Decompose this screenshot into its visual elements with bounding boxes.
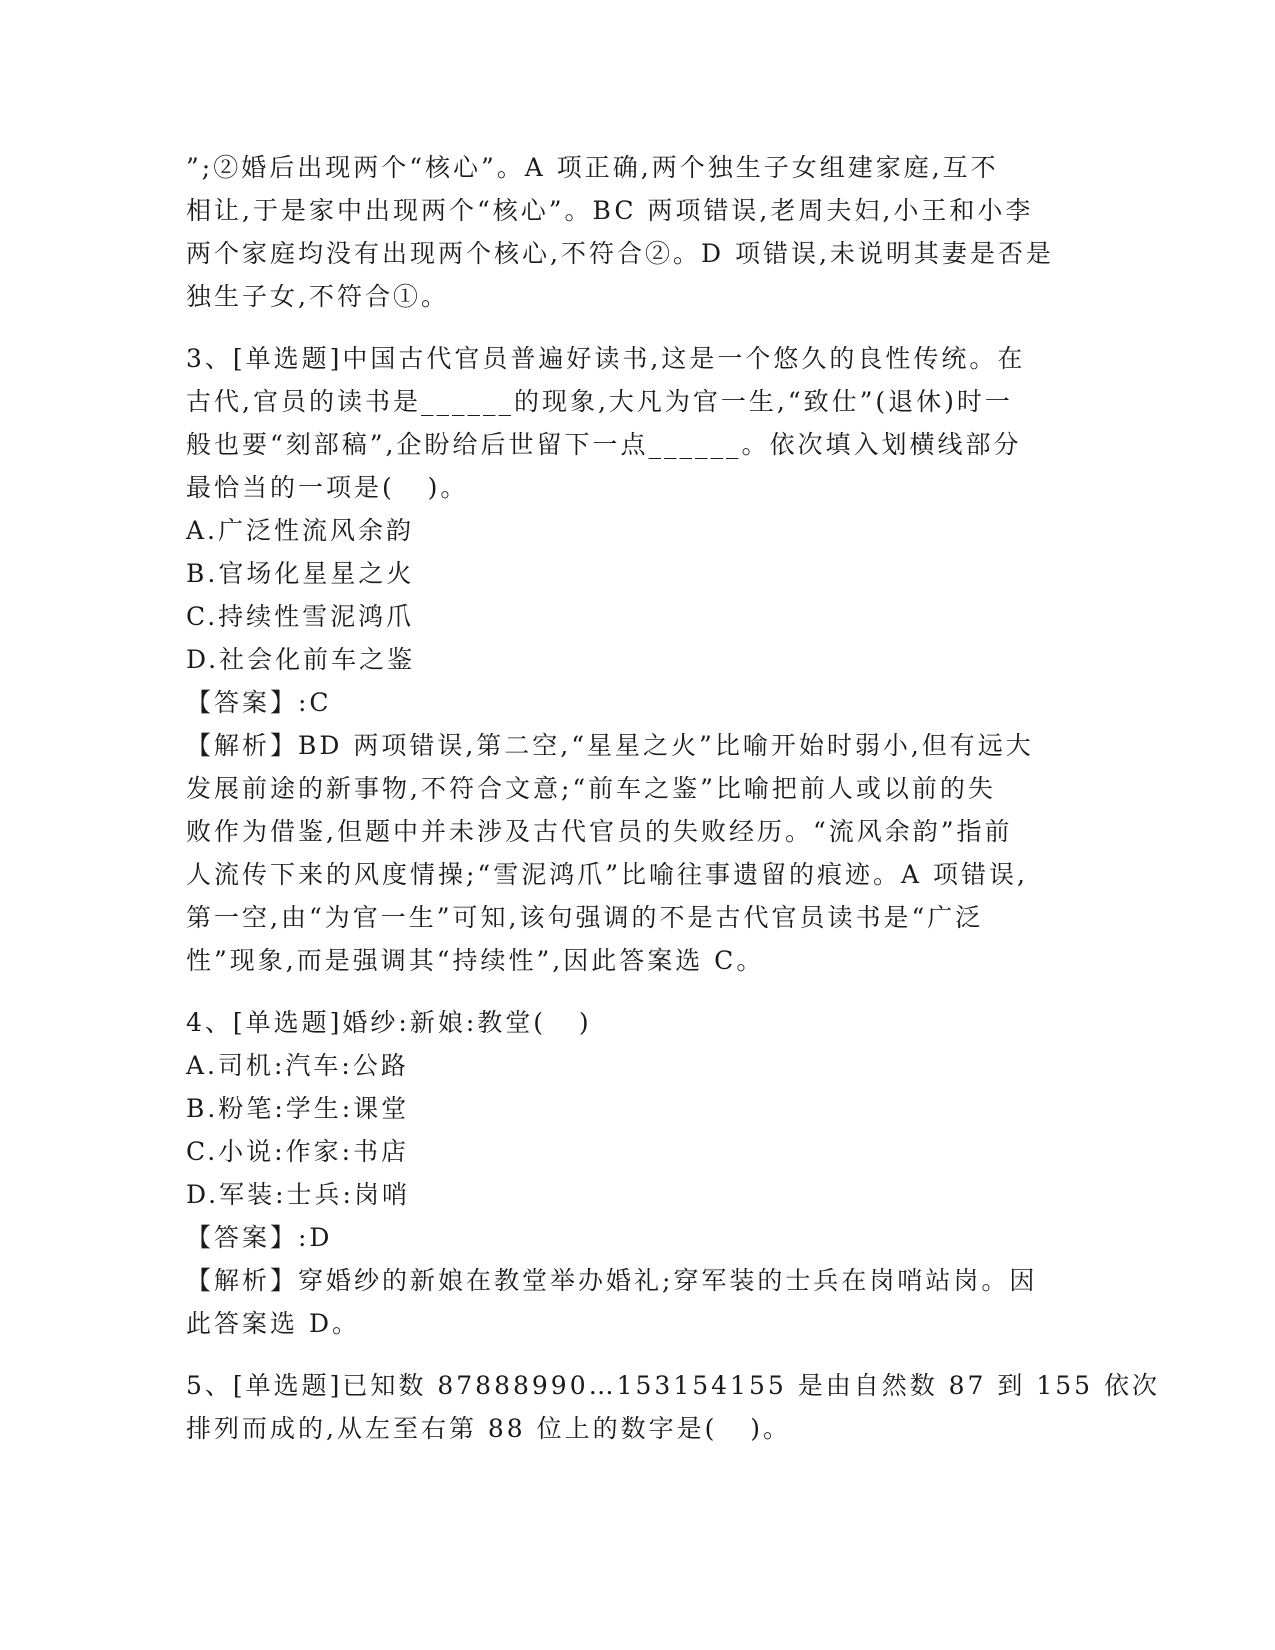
question-stem-line: 排列而成的,从左至右第 88 位上的数字是( )。	[186, 1414, 792, 1443]
option-c: C.小说:作家:书店	[186, 1137, 410, 1166]
analysis-line: 第一空,由“为官一生”可知,该句强调的不是古代官员读书是“广泛	[186, 903, 984, 932]
analysis-line: 发展前途的新事物,不符合文意;“前车之鉴”比喻把前人或以前的失	[186, 774, 996, 803]
question-stem-line: 最恰当的一项是( )。	[186, 473, 469, 502]
question-3	[186, 337, 1082, 982]
analysis-line: 此答案选 D。	[186, 1309, 360, 1338]
text-line: 两个家庭均没有出现两个核心,不符合②。D 项错误,未说明其妻是否是	[186, 239, 1054, 268]
question-stem-line: 般也要“刻部稿”,企盼给后世留下一点______。依次填入划横线部分	[186, 430, 1022, 459]
question-stem-line: 4、[单选题]婚纱:新娘:教堂( )	[186, 1008, 592, 1037]
option-a: A.司机:汽车:公路	[186, 1051, 409, 1080]
text-line: ”;②婚后出现两个“核心”。A 项正确,两个独生子女组建家庭,互不	[186, 153, 999, 182]
option-a: A.广泛性流风余韵	[186, 516, 415, 545]
question-stem-line: 5、[单选题]已知数 87888990…153154155 是由自然数 87 到 155 依次	[186, 1371, 1161, 1400]
analysis-line: 败作为借鉴,但题中并未涉及古代官员的失败经历。“流风余韵”指前	[186, 817, 1013, 846]
option-b: B.官场化星星之火	[186, 559, 415, 588]
option-b: B.粉笔:学生:课堂	[186, 1094, 410, 1123]
question-stem-line: 古代,官员的读书是______的现象,大凡为官一生,“致仕”(退休)时一	[186, 387, 1013, 416]
question-5	[186, 1364, 1161, 1450]
option-c: C.持续性雪泥鸿爪	[186, 602, 415, 631]
analysis-line: 人流传下来的风度情操;“雪泥鸿爪”比喻往事遗留的痕迹。A 项错误,	[186, 860, 1028, 889]
analysis-line: 【解析】BD 两项错误,第二空,“星星之火”比喻开始时弱小,但有远大	[186, 731, 1034, 760]
analysis-line: 性”现象,而是强调其“持续性”,因此答案选 C。	[186, 946, 765, 975]
text-line: 独生子女,不符合①。	[186, 282, 449, 311]
answer-line: 【答案】:D	[186, 1223, 333, 1252]
previous-analysis-continuation	[186, 146, 1082, 318]
answer-line: 【答案】:C	[186, 688, 332, 717]
analysis-line: 【解析】穿婚纱的新娘在教堂举办婚礼;穿军装的士兵在岗哨站岗。因	[186, 1266, 1038, 1295]
document-page	[186, 146, 1161, 1450]
question-4	[186, 1001, 1082, 1345]
option-d: D.军装:士兵:岗哨	[186, 1180, 410, 1209]
option-d: D.社会化前车之鉴	[186, 645, 416, 674]
text-line: 相让,于是家中出现两个“核心”。BC 两项错误,老周夫妇,小王和小李	[186, 196, 1034, 225]
question-stem-line: 3、[单选题]中国古代官员普遍好读书,这是一个悠久的良性传统。在	[186, 344, 1026, 373]
